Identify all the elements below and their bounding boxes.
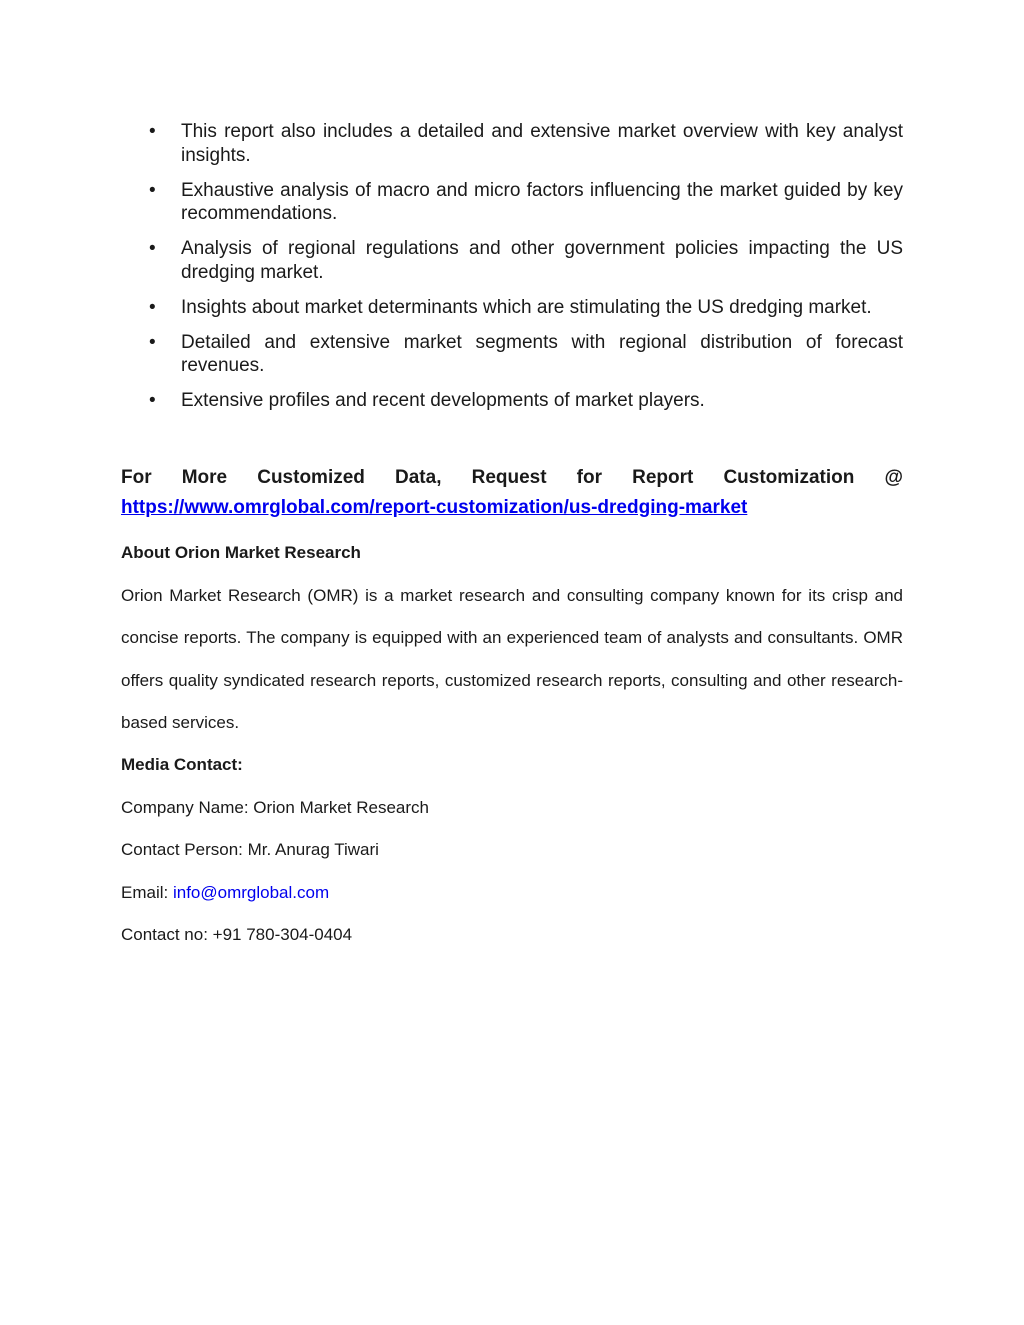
bullet-item [121,331,903,378]
bullet-dot-icon: • [149,121,156,142]
bullet-item [121,237,903,284]
about-heading: About Orion Market Research [121,543,361,562]
media-contact-heading: Media Contact: [121,755,243,774]
bullet-dot-icon: • [149,331,156,353]
bullet-text: Detailed and extensive market segments with regional distribution of forecast revenues. [181,331,903,376]
about-body-text: Orion Market Research (OMR) is a market research and consulting company known for its crisp and concise reports. The company is equipped with an experienced team of analysts and consultants. OMR offers quality syndicated research reports, customized research reports, consulting and other research-based services. [121,586,903,732]
contact-person-line: Contact Person: Mr. Anurag Tiwari [121,840,379,859]
email-label: Email: [121,883,173,902]
email-line [121,882,329,904]
bullet-text: Extensive profiles and recent developments of market players. [181,390,705,411]
report-customization-link[interactable]: https://www.omrglobal.com/report-customization/us-dredging-market [121,497,748,518]
bullet-item [121,389,903,413]
bullet-dot-icon: • [149,238,156,259]
bullet-text: Insights about market determinants which are stimulating the US dredging market. [181,296,872,318]
bullet-text: Exhaustive analysis of macro and micro factors influencing the market guided by key recommendations. [181,179,903,224]
bullet-dot-icon: • [149,179,156,201]
feature-bullet-list [121,120,903,424]
bullet-text: Analysis of regional regulations and other government policies impacting the US dredging market. [181,238,903,283]
bullet-item [121,120,903,167]
company-name-line: Company Name: Orion Market Research [121,798,430,817]
bullet-dot-icon: • [149,390,156,411]
contact-number-line: Contact no: +91 780-304-0404 [121,925,353,944]
bullet-item [121,179,903,226]
bullet-text: This report also includes a detailed and extensive market overview with key analyst insights. [181,121,903,166]
bullet-item [121,296,903,320]
customization-call-to-action: For More Customized Data, Request for Report Customization @ [121,467,903,488]
email-link[interactable]: info@omrglobal.com [172,883,330,902]
bullet-dot-icon: • [149,296,156,318]
